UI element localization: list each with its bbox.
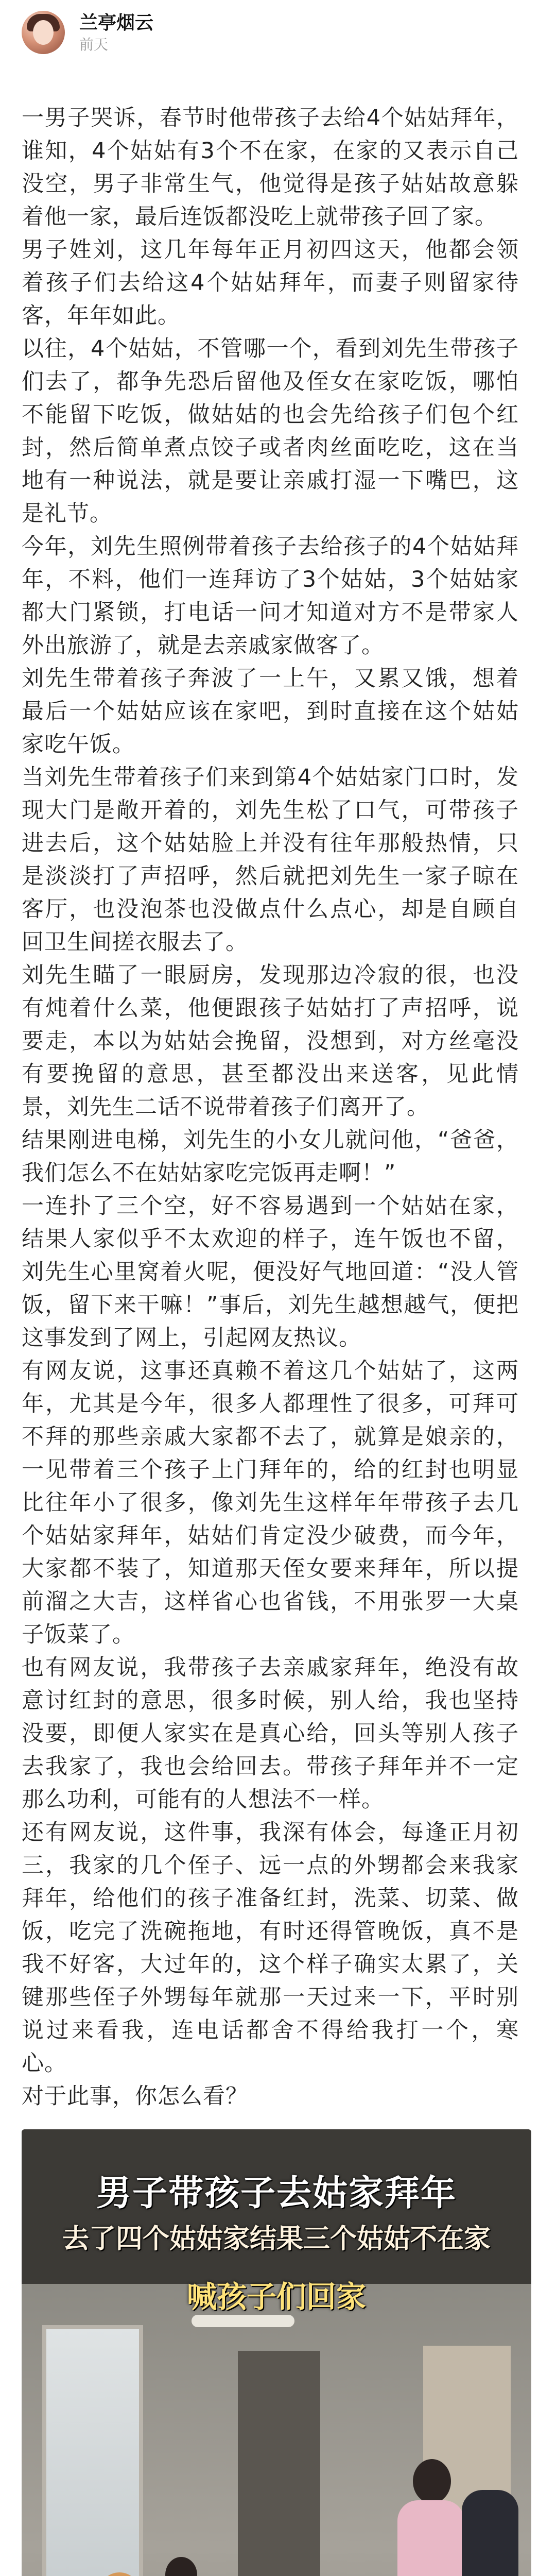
video-subtitle-caption: 去了四个姑姑家结果三个姑姑不在家 [62, 2224, 491, 2255]
adult-head [413, 2459, 451, 2503]
paragraph: 男子姓刘，这几年每年正月初四这天，他都会领着孩子们去给这4个姑姑拜年，而妻子则留家待客，年年如此。 [22, 237, 519, 329]
post-content [22, 101, 519, 2576]
paragraph: 今年，刘先生照例带着孩子去给孩子的4个姑姑拜年，不料，他们一连拜访了3个姑姑，3个姑姑家都大门紧锁，打电话一问才知道对方不是带家人外出旅游了，就是去亲戚家做客了。 [22, 534, 519, 658]
paragraph: 当刘先生带着孩子们来到第4个姑姑家门口时，发现大门是敞开着的，刘先生松了口气，可带孩子进去后，这个姑姑脸上并没有往年那般热情，只是淡淡打了声招呼，然后就把刘先生一家子晾在客厅，也没泡茶也没做点什么点心，却是自顾自回卫生间搓衣服去了。 [22, 765, 519, 955]
paragraph: 对于此事，你怎么看？ [22, 2083, 248, 2109]
dark-figure [462, 2490, 518, 2576]
window [42, 2325, 143, 2576]
avatar-face [33, 20, 54, 45]
paragraph: 还有网友说，这件事，我深有体会，每逢正月初三，我家的几个侄子、远一点的外甥都会来我家拜年，给他们的孩子准备红封，洗菜、切菜、做饭，吃完了洗碗拖地，有时还得管晚饭，真不是我不好客，大过年的，这个样子确实太累了，关键那些侄子外甥每年就那一天过来一下，平时别说过来看我，连电话都舍不得给我打一个，寒心。 [22, 1820, 519, 2076]
author-name[interactable]: 兰亭烟云 [79, 12, 154, 33]
video-shout-caption: 喊孩子们回家 [186, 2279, 366, 2314]
post-time: 前天 [79, 36, 109, 53]
paragraph: 有网友说，这事还真赖不着这几个姑姑了，这两年，尤其是今年，很多人都理性了很多，可拜可不拜的那些亲戚大家都不去了，就算是娘亲的，一见带着三个孩子上门拜年的，给的红封也明显比往年小了很多，像刘先生这样年年带孩子去几个姑姑家拜年，姑姑们肯定没少破费，而今年，大家都不装了，知道那天侄女要来拜年，所以提前溜之大吉，这样省心也省钱，不用张罗一大桌子饭菜了。 [22, 1358, 519, 1648]
adult-torso [397, 2500, 464, 2576]
ceiling-light [192, 2315, 294, 2327]
adult-figure [392, 2459, 470, 2576]
child-head [165, 2557, 197, 2576]
author-info [79, 11, 153, 54]
video-player[interactable] [22, 2129, 531, 2576]
doorway [238, 2351, 320, 2576]
paragraph: 刘先生带着孩子奔波了一上午，又累又饿，想着最后一个姑姑应该在家吧，到时直接在这个姑姑家吃午饭。 [22, 666, 519, 757]
paragraph: 一男子哭诉，春节时他带孩子去给4个姑姑拜年，谁知，4个姑姑有3个不在家，在家的又表示自己没空，男子非常生气，他觉得是孩子姑姑故意躲着他一家，最后连饭都没吃上就带孩子回了家。 [22, 105, 519, 230]
paragraph: 以往，4个姑姑，不管哪一个，看到刘先生带孩子们去了，都争先恐后留他及侄女在家吃饭，哪怕不能留下吃饭，做姑姑的也会先给孩子们包个红封，然后简单煮点饺子或者肉丝面吃吃，这在当地有一种说法，就是要让亲戚打湿一下嘴巴，这是礼节。 [22, 336, 519, 527]
post-header [22, 0, 519, 64]
paragraph: 一连扑了三个空，好不容易遇到一个姑姑在家，结果人家似乎不太欢迎的样子，连午饭也不留，刘先生心里窝着火呢，便没好气地回道：“没人管饭，留下来干嘛！”事后，刘先生越想越气，便把这事发到了网上，引起网友热议。 [22, 1193, 519, 1351]
avatar[interactable] [22, 11, 65, 54]
paragraph: 结果刚进电梯，刘先生的小女儿就问他，“爸爸，我们怎么不在姑姑家吃完饭再走啊！” [22, 1127, 519, 1186]
paragraph: 也有网友说，我带孩子去亲戚家拜年，绝没有故意讨红封的意思，很多时候，别人给，我也坚持没要，即便人家实在是真心给，回头等别人孩子去我家了，我也会给回去。带孩子拜年并不一定那么功利，可能有的人想法不一样。 [22, 1655, 519, 1812]
video-title-caption: 男子带孩子去姑家拜年 [96, 2173, 457, 2214]
child-figure [148, 2557, 215, 2576]
paragraph: 刘先生瞄了一眼厨房，发现那边冷寂的很，也没有炖着什么菜，他便跟孩子姑姑打了声招呼，说要走，本以为姑姑会挽留，没想到，对方丝毫没有要挽留的意思，甚至都没出来送客，见此情景，刘先生二话不说带着孩子们离开了。 [22, 962, 519, 1120]
